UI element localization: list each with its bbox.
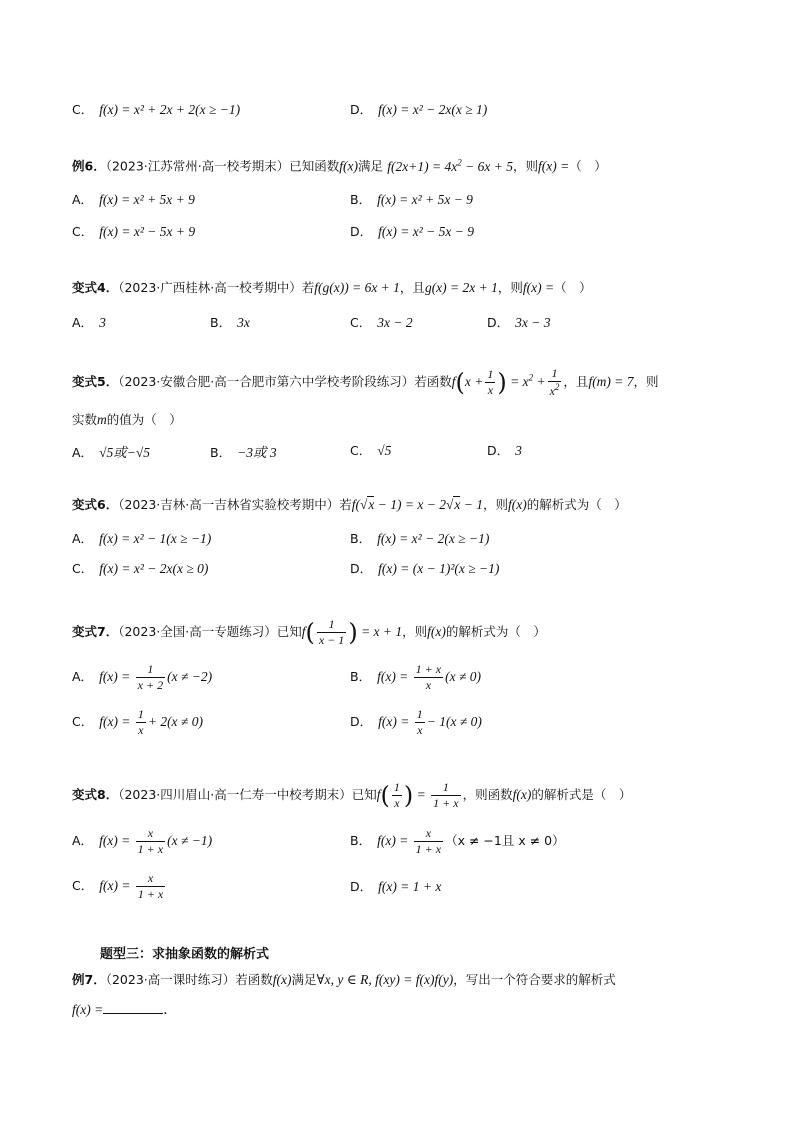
section-3-heading: 题型三：求抽象函数的解析式 [100, 947, 270, 962]
variant-6-option-b[interactable]: B． f(x) = x² − 2(x ≥ −1) [350, 531, 490, 546]
example-6-option-a[interactable]: A． f(x) = x² + 5x + 9 [72, 192, 195, 207]
variant-6-option-c[interactable]: C． f(x) = x² − 2x(x ≥ 0) [72, 561, 209, 576]
variant-5-question: 变式5．（2023·安徽合肥·高一合肥市第六中学校考阶段练习）若函数f(x + $\frac{1}{x}$ ) = $x^2$ + $\frac{1}{x^2}$ ，且f(m) = 7，则 [72, 366, 659, 398]
variant-7-question: 变式7．（2023·全国·高一专题练习）已知f( $\frac{1}{x - 1}$ ) = x + 1，则f(x)的解析式为（ ） [72, 617, 546, 647]
example-6-option-c[interactable]: C． f(x) = x² − 5x + 9 [72, 224, 196, 239]
variant-7-option-b[interactable]: B． f(x) = $\frac{1 + x}{x}$ (x ≠ 0) [350, 662, 482, 692]
prev-option-d[interactable]: D． f(x) = x² − 2x(x ≥ 1) [350, 102, 488, 117]
variant-8-option-a[interactable]: A． f(x) = $\frac{x}{1 + x}$ (x ≠ −1) [72, 826, 213, 856]
variant-7-option-a[interactable]: A． f(x) = $\frac{1}{x + 2}$ (x ≠ −2) [72, 662, 213, 692]
variant-4-option-b[interactable]: B． 3x [210, 315, 250, 330]
variant-6-question: 变式6．（2023·吉林·高一吉林省实验校考期中）若f(√x − 1) = x − 2√x − 1，则f(x)的解析式为（ ） [72, 497, 627, 512]
example-6-question: 例6．（2023·江苏常州·高一校考期末）已知函数f(x)满足 $f(2x+1) = 4x^2 - 6x + 5$，则f(x) =（ ） [72, 157, 607, 174]
variant-8-option-d[interactable]: D． f(x) = 1 + x [350, 879, 442, 894]
example-6-option-b[interactable]: B． f(x) = x² + 5x − 9 [350, 192, 473, 207]
variant-4-option-a[interactable]: A． 3 [72, 315, 106, 330]
example-6-option-d[interactable]: D． f(x) = x² − 5x − 9 [350, 224, 474, 239]
example-7-answer-line: f(x) = . [72, 1002, 168, 1018]
variant-7-option-d[interactable]: D． f(x) = $\frac{1}{x}$ − 1(x ≠ 0) [350, 707, 482, 737]
variant-8-option-c[interactable]: C． f(x) = $\frac{x}{1 + x}$ [72, 871, 164, 901]
variant-5-option-a[interactable]: A． √5或−√5 [72, 445, 150, 460]
variant-8-option-b[interactable]: B． f(x) = $\frac{x}{1 + x}$ （x ≠ −1且 x ≠ 0） [350, 826, 565, 856]
variant-5-option-d[interactable]: D． 3 [487, 443, 522, 458]
variant-4-option-c[interactable]: C． 3x − 2 [350, 315, 413, 330]
answer-blank[interactable] [103, 1013, 163, 1014]
variant-5-option-b[interactable]: B． −3或 3 [210, 445, 277, 460]
variant-4-question: 变式4．（2023·广西桂林·高一校考期中）若f(g(x)) = 6x + 1，且g(x) = 2x + 1，则f(x) =（ ） [72, 280, 592, 295]
prev-option-c[interactable]: C． f(x) = x² + 2x + 2(x ≥ −1) [72, 102, 241, 117]
variant-6-option-a[interactable]: A． f(x) = x² − 1(x ≥ −1) [72, 531, 212, 546]
variant-5-question-line2: 实数m的值为（ ） [72, 412, 182, 427]
variant-5-option-c[interactable]: C． √5 [350, 443, 392, 458]
variant-4-option-d[interactable]: D． 3x − 3 [487, 315, 551, 330]
example-7-question: 例7．（2023·高一课时练习）若函数f(x)满足∀x, y ∈ R, f(xy) = f(x)f(y)，写出一个符合要求的解析式 [72, 972, 616, 987]
variant-6-option-d[interactable]: D． f(x) = (x − 1)²(x ≥ −1) [350, 561, 500, 576]
variant-8-question: 变式8．（2023·四川眉山·高一仁寿一中校考期末）已知f( $\frac{1}{x}$ ) = $\frac{1}{1 + x}$ ，则函数f(x)的解析式是（ ） [72, 780, 632, 810]
variant-7-option-c[interactable]: C． f(x) = $\frac{1}{x}$ + 2(x ≠ 0) [72, 707, 203, 737]
